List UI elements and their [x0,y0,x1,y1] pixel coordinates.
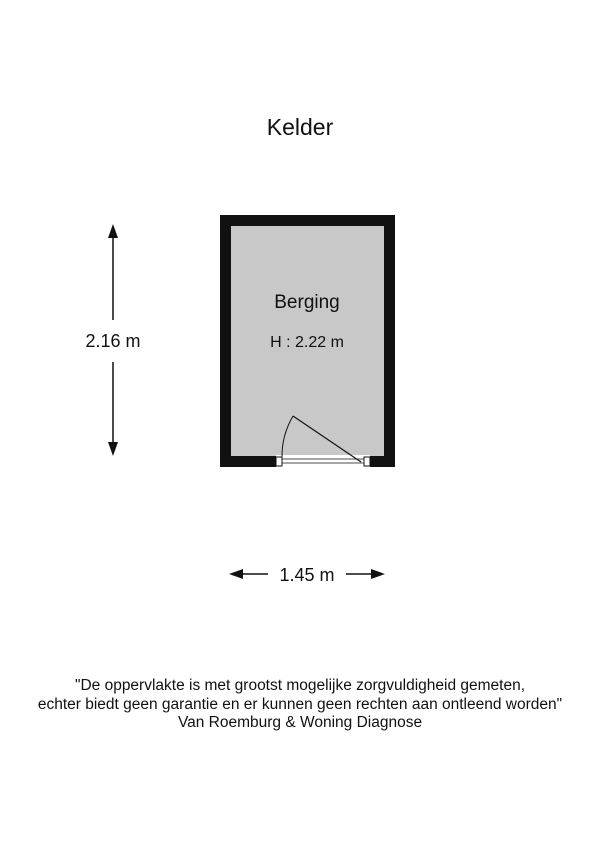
room-berging [220,215,395,468]
vertical-dimension [85,224,140,456]
disclaimer-line-2: echter biedt geen garantie en er kunnen geen rechten aan ontleend worden" [37,695,563,713]
arrow-up-icon [108,224,118,238]
door-opening [276,455,370,468]
disclaimer [0,677,600,733]
door-jamb-right [364,457,370,466]
arrow-left-icon [229,569,243,579]
arrow-down-icon [108,442,118,456]
horizontal-dimension-label: 1.45 m [279,565,335,585]
disclaimer-company: Van Roemburg & Woning Diagnose [177,714,423,731]
horizontal-dimension [229,565,385,585]
room-height: H : 2.22 m [270,334,344,351]
room-name: Berging [274,292,340,313]
floor-title: Kelder [266,114,334,140]
disclaimer-line-1: "De oppervlakte is met grootst mogelijke zorgvuldigheid gemeten, [74,677,526,694]
door-jamb-left [276,457,282,466]
vertical-dimension-label: 2.16 m [85,331,141,351]
arrow-right-icon [371,569,385,579]
